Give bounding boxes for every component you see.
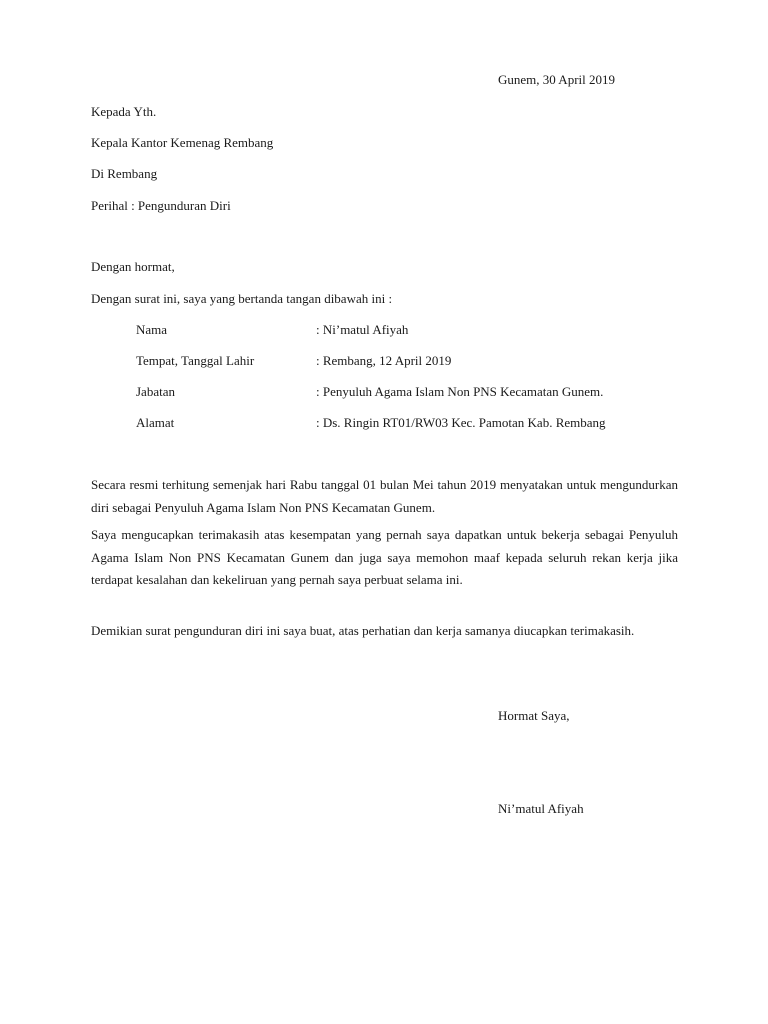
identity-label-position: Jabatan: [136, 384, 175, 399]
identity-value-birth: : Rembang, 12 April 2019: [316, 353, 452, 368]
paragraph-thanks: Saya mengucapkan terimakasih atas kesempatan yang pernah saya dapatkan untuk bekerja sebagai Penyuluh Agama Islam Non PNS Kecamatan Gunem dan juga saya memohon maaf kepada seluruh rekan kerja jika terdapat kesalahan dan kekeliruan yang pernah saya perbuat selama ini.: [91, 527, 678, 587]
closing-greeting: Hormat Saya,: [498, 708, 570, 723]
recipient-line-2: Kepala Kantor Kemenag Rembang: [91, 135, 274, 150]
signatory-name: Ni’matul Afiyah: [498, 801, 584, 816]
identity-value-name: : Ni’matul Afiyah: [316, 322, 409, 337]
identity-value-position: : Penyuluh Agama Islam Non PNS Kecamatan Gunem.: [316, 384, 604, 399]
paragraph-closing: Demikian surat pengunduran diri ini saya buat, atas perhatian dan kerja samanya diucapkan terimakasih.: [91, 623, 635, 638]
salutation: Dengan hormat,: [91, 259, 175, 274]
recipient-line-3: Di Rembang: [91, 166, 158, 181]
intro-line: Dengan surat ini, saya yang bertanda tangan dibawah ini :: [91, 291, 393, 306]
identity-label-name: Nama: [136, 322, 168, 337]
identity-label-birth: Tempat, Tanggal Lahir: [136, 353, 255, 368]
subject-line: Perihal : Pengunduran Diri: [91, 198, 231, 213]
identity-label-address: Alamat: [136, 415, 175, 430]
recipient-line-1: Kepada Yth.: [91, 104, 157, 119]
paragraph-resignation: Secara resmi terhitung semenjak hari Rabu tanggal 01 bulan Mei tahun 2019 menyatakan untuk mengundurkan diri sebagai Penyuluh Agama Islam Non PNS Kecamatan Gunem.: [91, 477, 678, 515]
place-date: Gunem, 30 April 2019: [498, 72, 615, 87]
identity-value-address: : Ds. Ringin RT01/RW03 Kec. Pamotan Kab. Rembang: [316, 415, 606, 430]
